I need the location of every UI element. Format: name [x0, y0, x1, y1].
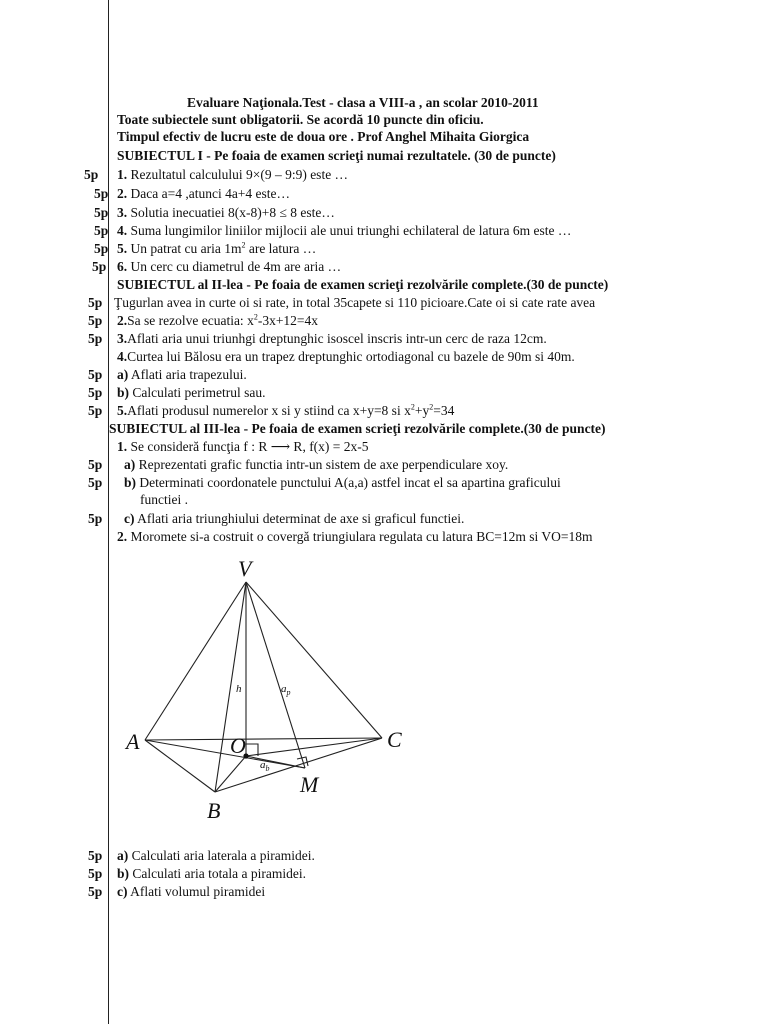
question-text: Determinati coordonatele punctului A(a,a) astfel incat el sa apartina graficului	[136, 475, 561, 490]
page-title: Evaluare Naţionala.Test - clasa a VIII-a , an scolar 2010-2011	[187, 95, 539, 110]
vertex-c-label: C	[387, 727, 402, 752]
subquestion-label: a)	[117, 848, 129, 863]
question-item	[117, 241, 316, 257]
points-label: 5p	[94, 241, 109, 256]
question-item	[117, 349, 575, 365]
question-text: are latura …	[245, 241, 317, 256]
pyramid-figure	[110, 550, 430, 830]
section-1-heading: SUBIECTUL I - Pe foaia de examen scrieţi numai rezultatele. (30 de puncte)	[117, 148, 556, 163]
question-item	[117, 186, 290, 202]
subquestion-label: b)	[124, 475, 137, 490]
question-item	[124, 457, 508, 473]
question-number: 5.	[117, 403, 128, 418]
question-text: Aflati aria unui triunhgi dreptunghic isoscel inscris intr-un cerc de raza 12cm.	[127, 331, 547, 346]
center-o-label: O	[230, 733, 246, 758]
edge-ab	[145, 740, 215, 792]
section-3-heading: SUBIECTUL al III-lea - Pe foaia de examen scrieţi rezolvările complete.(30 de puncte)	[109, 421, 606, 436]
margin-line	[108, 0, 109, 1024]
question-number: 2.	[117, 313, 128, 328]
vertex-b-label: B	[207, 798, 221, 823]
subquestion-label: b)	[117, 866, 130, 881]
base-apothem-label: $a_b$	[260, 759, 270, 773]
question-item	[117, 167, 348, 183]
question-item	[117, 529, 593, 545]
superscript: 2	[429, 402, 434, 412]
subquestion-label: a)	[117, 367, 129, 382]
points-label: 5p	[88, 367, 103, 382]
question-number: 4.	[117, 223, 128, 238]
subquestion-label: c)	[117, 884, 128, 899]
subquestion-label: a)	[124, 457, 136, 472]
height-label: h	[236, 683, 242, 695]
midpoint-m-label: M	[300, 772, 319, 797]
edge-va	[145, 582, 246, 740]
question-text: Aflati volumul piramidei	[127, 884, 266, 899]
question-text: Calculati aria totala a piramidei.	[129, 866, 306, 881]
question-item	[117, 848, 315, 864]
question-text: Aflati produsul numerelor x si y stiind ca x+y=8 si x	[127, 403, 411, 418]
question-number: 3.	[117, 331, 128, 346]
question-item	[117, 866, 306, 882]
points-label: 5p	[88, 385, 103, 400]
points-label: 5p	[94, 186, 109, 201]
question-number: 6.	[117, 259, 128, 274]
points-label: 5p	[94, 223, 109, 238]
question-text: Aflati aria triunghiului determinat de axe si graficul functiei.	[134, 511, 465, 526]
superscript: 2	[410, 402, 415, 412]
question-text: Reprezentati grafic functia intr-un sistem de axe perpendiculare xoy.	[135, 457, 509, 472]
vertex-a-label: A	[126, 729, 140, 754]
header-line-1: Toate subiectele sunt obligatorii. Se acordă 10 puncte din oficiu.	[117, 112, 484, 127]
median-am	[145, 740, 305, 768]
header-line-2: Timpul efectiv de lucru este de doua ore . Prof Anghel Mihaita Giorgica	[117, 129, 530, 144]
question-text: Se consideră funcţia f : R ⟶ R, f(x) = 2x-5	[130, 439, 369, 454]
vertex-v-label: V	[238, 556, 252, 581]
subquestion-label: c)	[124, 511, 135, 526]
points-label: 5p	[88, 848, 103, 863]
question-number: 3.	[117, 205, 128, 220]
points-label: 5p	[94, 205, 109, 220]
question-text: -3x+12=4x	[257, 313, 319, 328]
question-text: Un cerc cu diametrul de 4m are aria …	[130, 259, 342, 274]
apothem-label: $a_p$	[281, 683, 291, 697]
question-item	[117, 331, 547, 347]
edge-vc	[246, 582, 382, 738]
question-text: Daca a=4 ,atunci 4a+4 este…	[130, 186, 291, 201]
points-label: 5p	[88, 866, 103, 881]
subquestion-label: b)	[117, 385, 130, 400]
question-number: 4.	[117, 349, 128, 364]
points-label: 5p	[88, 313, 103, 328]
points-label: 5p	[88, 884, 103, 899]
question-item	[117, 205, 335, 221]
question-item	[117, 884, 265, 900]
points-label: 5p	[92, 259, 107, 274]
points-label: 5p	[88, 403, 103, 418]
apothem-vm	[246, 582, 305, 768]
question-item	[117, 367, 247, 383]
question-item	[117, 223, 571, 239]
apothem-base-om	[246, 756, 305, 768]
question-number: 2.	[117, 186, 128, 201]
points-label: 5p	[88, 511, 103, 526]
question-text: Sa se rezolve ecuatia: x	[127, 313, 254, 328]
edge-ac	[145, 738, 382, 740]
question-text: =34	[433, 403, 455, 418]
segment-oc	[246, 738, 382, 756]
question-text-continued: functiei .	[140, 492, 188, 507]
question-item	[117, 385, 265, 401]
points-label: 5p	[88, 457, 103, 472]
question-item	[117, 259, 341, 275]
section-2-heading: SUBIECTUL al II-lea - Pe foaia de examen scrieţi rezolvările complete.(30 de puncte)	[117, 277, 609, 292]
question-text: Aflati aria trapezului.	[128, 367, 247, 382]
question-text: Suma lungimilor liniilor mijlocii ale unui triunghi echilateral de latura 6m este …	[130, 223, 572, 238]
points-label: 5p	[84, 167, 99, 182]
question-number: 2.	[117, 529, 128, 544]
superscript: 2	[253, 312, 258, 322]
question-number: 1.	[117, 439, 128, 454]
points-label: 5p	[88, 295, 103, 310]
question-item	[117, 313, 318, 329]
question-item	[117, 403, 454, 419]
question-text: Un patrat cu aria 1m	[130, 241, 242, 256]
question-text: +y	[414, 403, 430, 418]
question-text: Calculati perimetrul sau.	[129, 385, 266, 400]
question-text: Solutia inecuatiei 8(x-8)+8 ≤ 8 este…	[130, 205, 335, 220]
points-label: 5p	[88, 331, 103, 346]
question-text: Rezultatul calculului 9×(9 – 9:9) este …	[130, 167, 349, 182]
superscript: 2	[241, 240, 246, 250]
question-text: Curtea lui Bălosu era un trapez dreptunghic ortodiagonal cu bazele de 90m si 40m.	[127, 349, 575, 364]
question-text: Moromete si-a costruit o covergă triungiulara regulata cu latura BC=12m si VO=18m	[130, 529, 593, 544]
question-item	[124, 511, 464, 527]
question-item	[124, 475, 561, 491]
question-number: 5.	[117, 241, 128, 256]
question-text: Ţugurlan avea in curte oi si rate, in total 35capete si 110 picioare.Cate oi si cate rate avea	[114, 295, 596, 310]
question-item	[117, 439, 369, 455]
question-text: Calculati aria laterala a piramidei.	[128, 848, 315, 863]
question-number: 1.	[117, 167, 128, 182]
points-label: 5p	[88, 475, 103, 490]
